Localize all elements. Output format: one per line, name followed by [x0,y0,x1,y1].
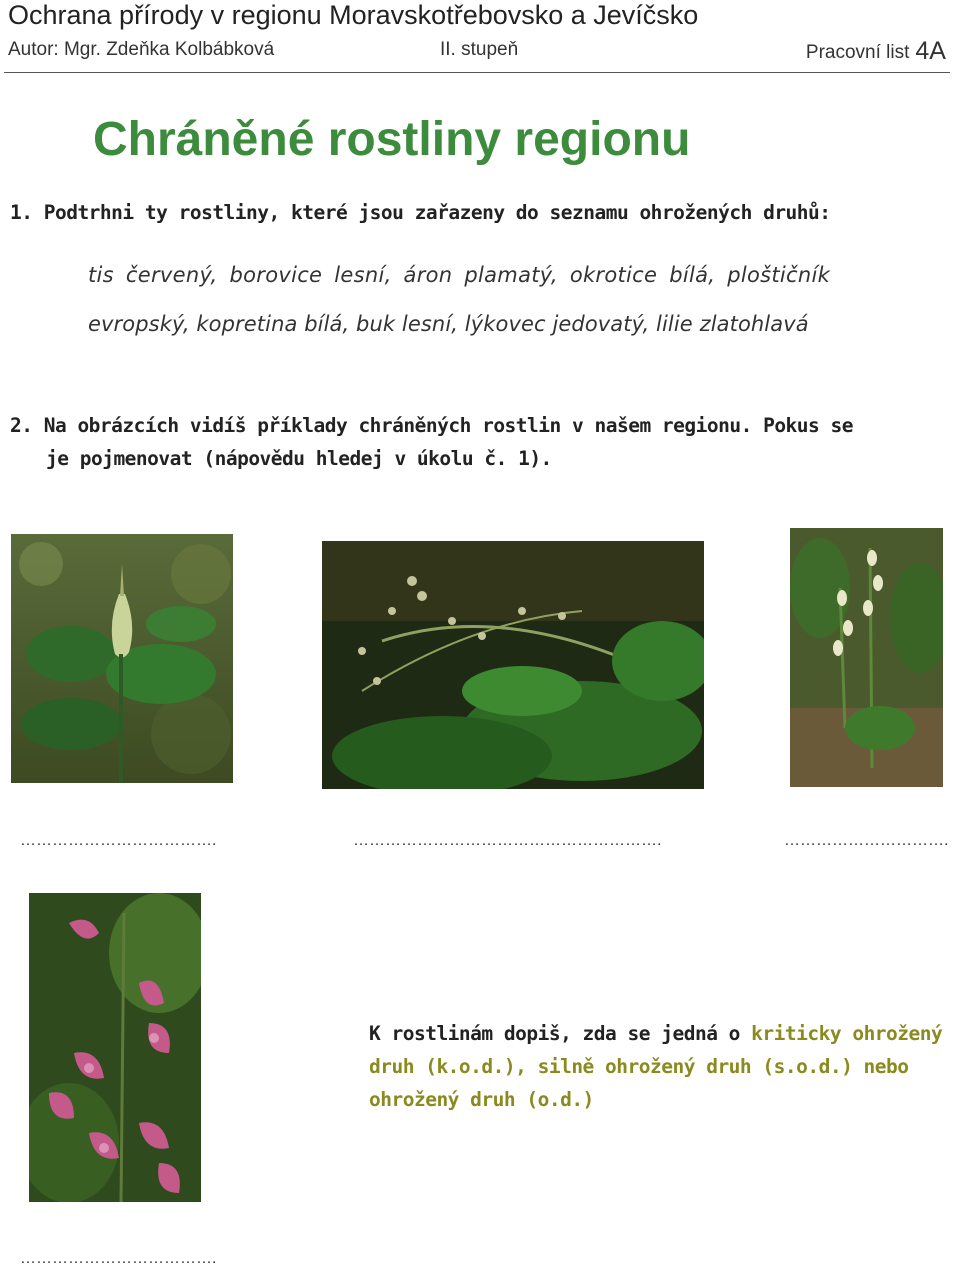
author-line: Autor: Mgr. Zdeňka Kolbábková [8,39,275,60]
worksheet-label: Pracovní list [805,42,910,63]
answer-blank-4[interactable]: ………………………………. [20,1250,217,1267]
header-divider [4,72,950,73]
task3-instruction [369,1017,959,1116]
answer-blank-2[interactable]: …………………………………………………. [353,832,662,849]
task2-line-1: 2. Na obrázcích vidíš příklady chráněných rostlin v našem regionu. Pokus se [10,414,853,437]
task1-instruction: 1. Podtrhni ty rostliny, které jsou zařazeny do seznamu ohrožených druhů: [10,201,831,224]
answer-blank-3[interactable]: …………………………. [784,832,949,849]
worksheet-id [806,38,946,65]
worksheet-header-title: Ochrana přírody v regionu Moravskotřebovsko a Jevíčsko [8,0,699,30]
task2-instruction [10,409,930,475]
school-level: II. stupeň [440,39,519,60]
plant-list-line-2: evropský, kopretina bílá, buk lesní, lýkovec jedovatý, lilie zlatohlavá [88,312,809,336]
worksheet-number: 4A [915,37,946,65]
page-title: Chráněné rostliny regionu [93,113,691,166]
task2-line-2: je pojmenovat (nápovědu hledej v úkolu č. 1). [46,447,552,470]
cimicifuga-photo [322,541,704,789]
task3-categories: kriticky ohrožený druh (k.o.d.), silně ohrožený druh (s.o.d.) nebo ohrožený druh (o.d.) [369,1022,943,1111]
task3-text: K rostlinám dopiš, zda se jedná o [369,1022,752,1045]
cephalanthera-photo [790,528,943,787]
plant-list-line-1: tis červený, borovice lesní, áron plamatý, okrotice bílá, ploštičník [88,263,831,287]
arum-photo [11,534,233,783]
answer-blank-1[interactable]: ………………………………. [20,832,217,849]
lilium-martagon-photo [29,893,201,1202]
